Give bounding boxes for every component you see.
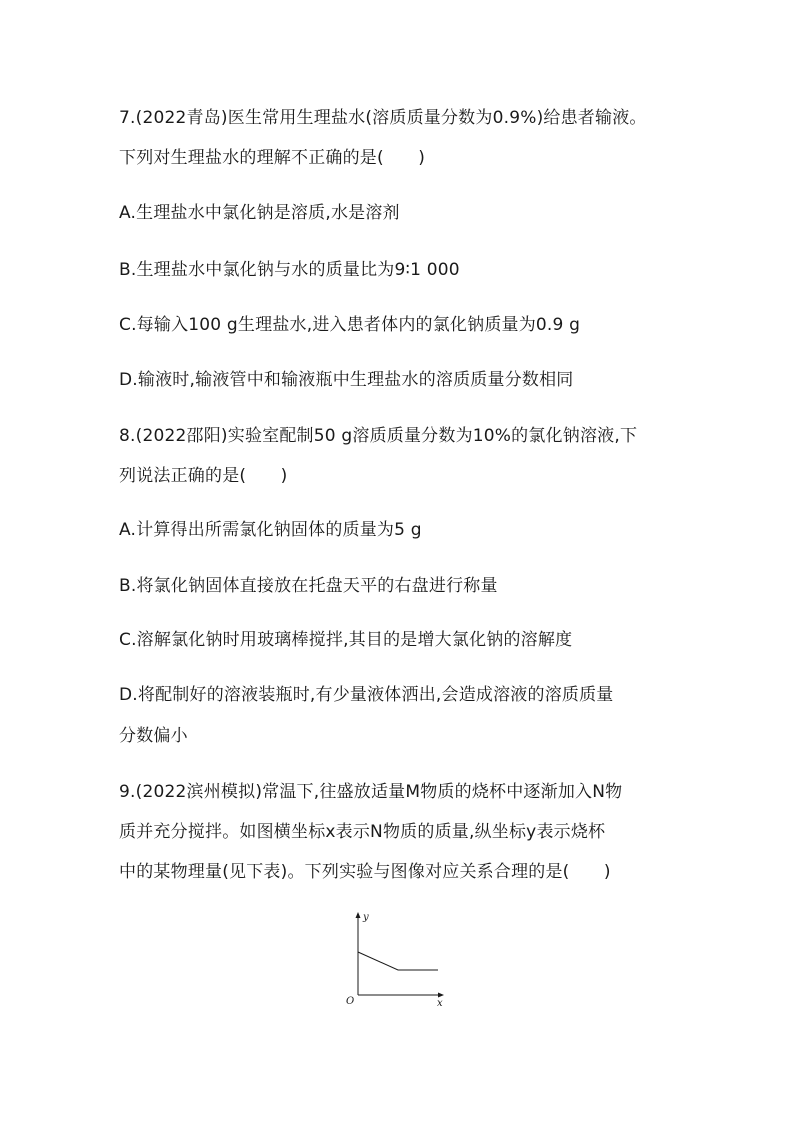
x-axis-label: x: [437, 998, 443, 1009]
q7-option-a: A.生理盐水中氯化钠是溶质,水是溶剂: [119, 203, 400, 223]
y-axis-label: y: [363, 912, 369, 923]
q9-stem-line-3: 中的某物理量(见下表)。下列实验与图像对应关系合理的是( ): [119, 862, 611, 882]
q8-option-b: B.将氯化钠固体直接放在托盘天平的右盘进行称量: [119, 576, 498, 596]
y-axis-arrow: [356, 912, 361, 918]
q7-option-d: D.输液时,输液管中和输液瓶中生理盐水的溶质质量分数相同: [119, 370, 574, 390]
graph-curve: [358, 952, 438, 970]
q8-option-d: D.将配制好的溶液装瓶时,有少量液体洒出,会造成溶液的溶质质量: [119, 685, 614, 705]
q9-stem-line-1: 9.(2022滨州模拟)常温下,往盛放适量M物质的烧杯中逐渐加入N物: [119, 782, 623, 802]
q8-option-d-continuation: 分数偏小: [119, 726, 188, 746]
q7-stem-line-1: 7.(2022青岛)医生常用生理盐水(溶质质量分数为0.9%)给患者输液。: [119, 108, 647, 128]
q9-stem-line-2: 质并充分搅拌。如图横坐标x表示N物质的质量,纵坐标y表示烧杯: [119, 822, 606, 842]
q8-stem-line-2: 列说法正确的是( ): [119, 466, 288, 486]
q7-option-c: C.每输入100 g生理盐水,进入患者体内的氯化钠质量为0.9 g: [119, 315, 581, 335]
x-axis-arrow: [438, 993, 444, 998]
origin-label: O: [346, 996, 355, 1007]
q9-graph: [340, 908, 452, 1010]
q7-option-b: B.生理盐水中氯化钠与水的质量比为9∶1 000: [119, 260, 460, 280]
q8-option-a: A.计算得出所需氯化钠固体的质量为5 g: [119, 520, 422, 540]
q8-stem-line-1: 8.(2022邵阳)实验室配制50 g溶质质量分数为10%的氯化钠溶液,下: [119, 426, 638, 446]
q8-option-c: C.溶解氯化钠时用玻璃棒搅拌,其目的是增大氯化钠的溶解度: [119, 630, 573, 650]
q7-stem-line-2: 下列对生理盐水的理解不正确的是( ): [119, 148, 426, 168]
